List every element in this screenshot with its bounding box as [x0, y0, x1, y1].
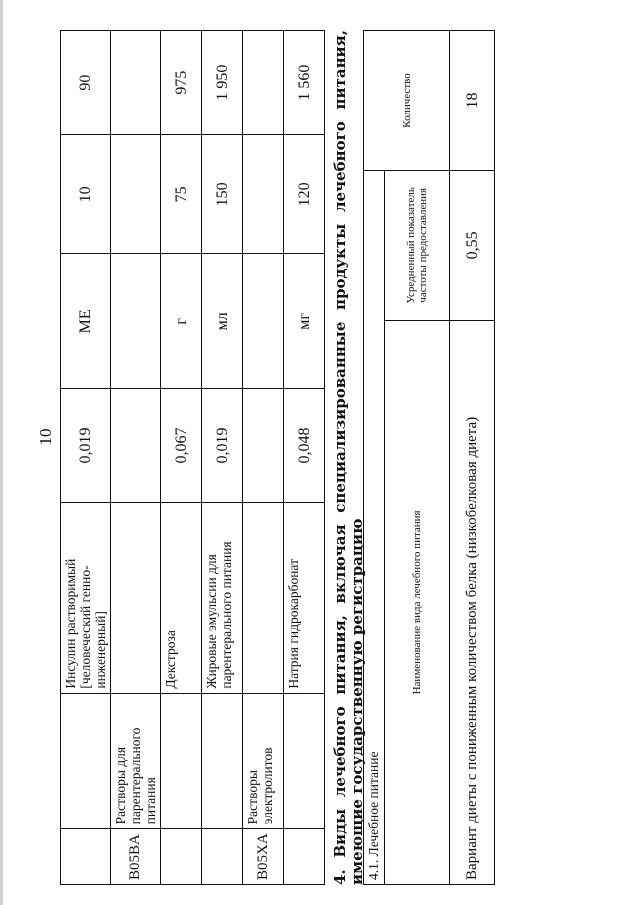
diet-frequency: 0,55 — [450, 170, 495, 320]
subheading-cell: 4.1. Лечебное питание — [364, 170, 385, 884]
frequency-cell — [243, 389, 284, 502]
code-cell — [161, 829, 202, 885]
unit-cell: г — [161, 254, 202, 389]
section-heading-text: 4. Виды лечебного питания, включая специализированные продукты лечебного питания, имеющие — [331, 30, 366, 885]
table-row — [111, 31, 161, 885]
drug-name-cell — [111, 502, 161, 693]
dose-cell: 150 — [202, 135, 243, 254]
dose-cell: 75 — [161, 135, 202, 254]
code-cell: B05XA — [243, 829, 284, 885]
group-cell — [202, 693, 243, 829]
header-frequency: Усредненный показатель частоты предоставления — [385, 170, 450, 320]
drug-name-cell: Жировые эмульсии для парентерального питания — [202, 502, 243, 693]
frequency-cell: 0,048 — [284, 389, 325, 502]
code-cell: B05BA — [111, 829, 161, 885]
group-cell: Растворы для парентерального питания — [111, 693, 161, 829]
page-edge — [0, 0, 3, 905]
drug-name-cell: Натрия гидрокарбонат — [284, 502, 325, 693]
group-cell — [61, 693, 111, 829]
header-quantity: Количество — [364, 31, 450, 171]
table-row — [202, 31, 243, 885]
total-cell — [111, 31, 161, 135]
code-cell — [202, 829, 243, 885]
frequency-cell: 0,019 — [61, 389, 111, 502]
section-heading-underlined: государственную регистрацию — [348, 518, 366, 794]
unit-cell: МЕ — [61, 254, 111, 389]
unit-cell: мл — [202, 254, 243, 389]
dose-cell: 120 — [284, 135, 325, 254]
dose-cell — [111, 135, 161, 254]
rotated-content — [60, 5, 620, 885]
group-cell: Растворы электролитов — [243, 693, 284, 829]
page-number: 10 — [36, 428, 55, 446]
unit-cell — [243, 254, 284, 389]
drug-name-cell — [243, 502, 284, 693]
nutrition-table — [363, 30, 495, 885]
diet-name: Вариант диеты с пониженным количеством белка (низкобелковая диета) — [450, 320, 495, 884]
table-row — [243, 31, 284, 885]
code-cell — [284, 829, 325, 885]
diet-quantity: 18 — [450, 31, 495, 171]
frequency-cell — [111, 389, 161, 502]
frequency-cell: 0,019 — [202, 389, 243, 502]
drug-table — [60, 30, 325, 885]
total-cell — [243, 31, 284, 135]
group-cell — [161, 693, 202, 829]
code-cell — [61, 829, 111, 885]
unit-cell — [111, 254, 161, 389]
table-row — [161, 31, 202, 885]
unit-cell: мг — [284, 254, 325, 389]
header-name: Наименование вида лечебного питания — [385, 320, 450, 884]
table-row — [61, 31, 111, 885]
drug-name-cell: Инсулин растворимый [человеческий генно-инженерный] — [61, 502, 111, 693]
total-cell: 90 — [61, 31, 111, 135]
dose-cell — [243, 135, 284, 254]
table-row — [284, 31, 325, 885]
dose-cell: 10 — [61, 135, 111, 254]
group-cell — [284, 693, 325, 829]
section-heading — [332, 30, 366, 885]
total-cell: 1 560 — [284, 31, 325, 135]
total-cell: 975 — [161, 31, 202, 135]
drug-name-cell: Декстроза — [161, 502, 202, 693]
frequency-cell: 0,067 — [161, 389, 202, 502]
total-cell: 1 950 — [202, 31, 243, 135]
subheading-row — [364, 31, 385, 885]
table-row — [450, 31, 495, 885]
